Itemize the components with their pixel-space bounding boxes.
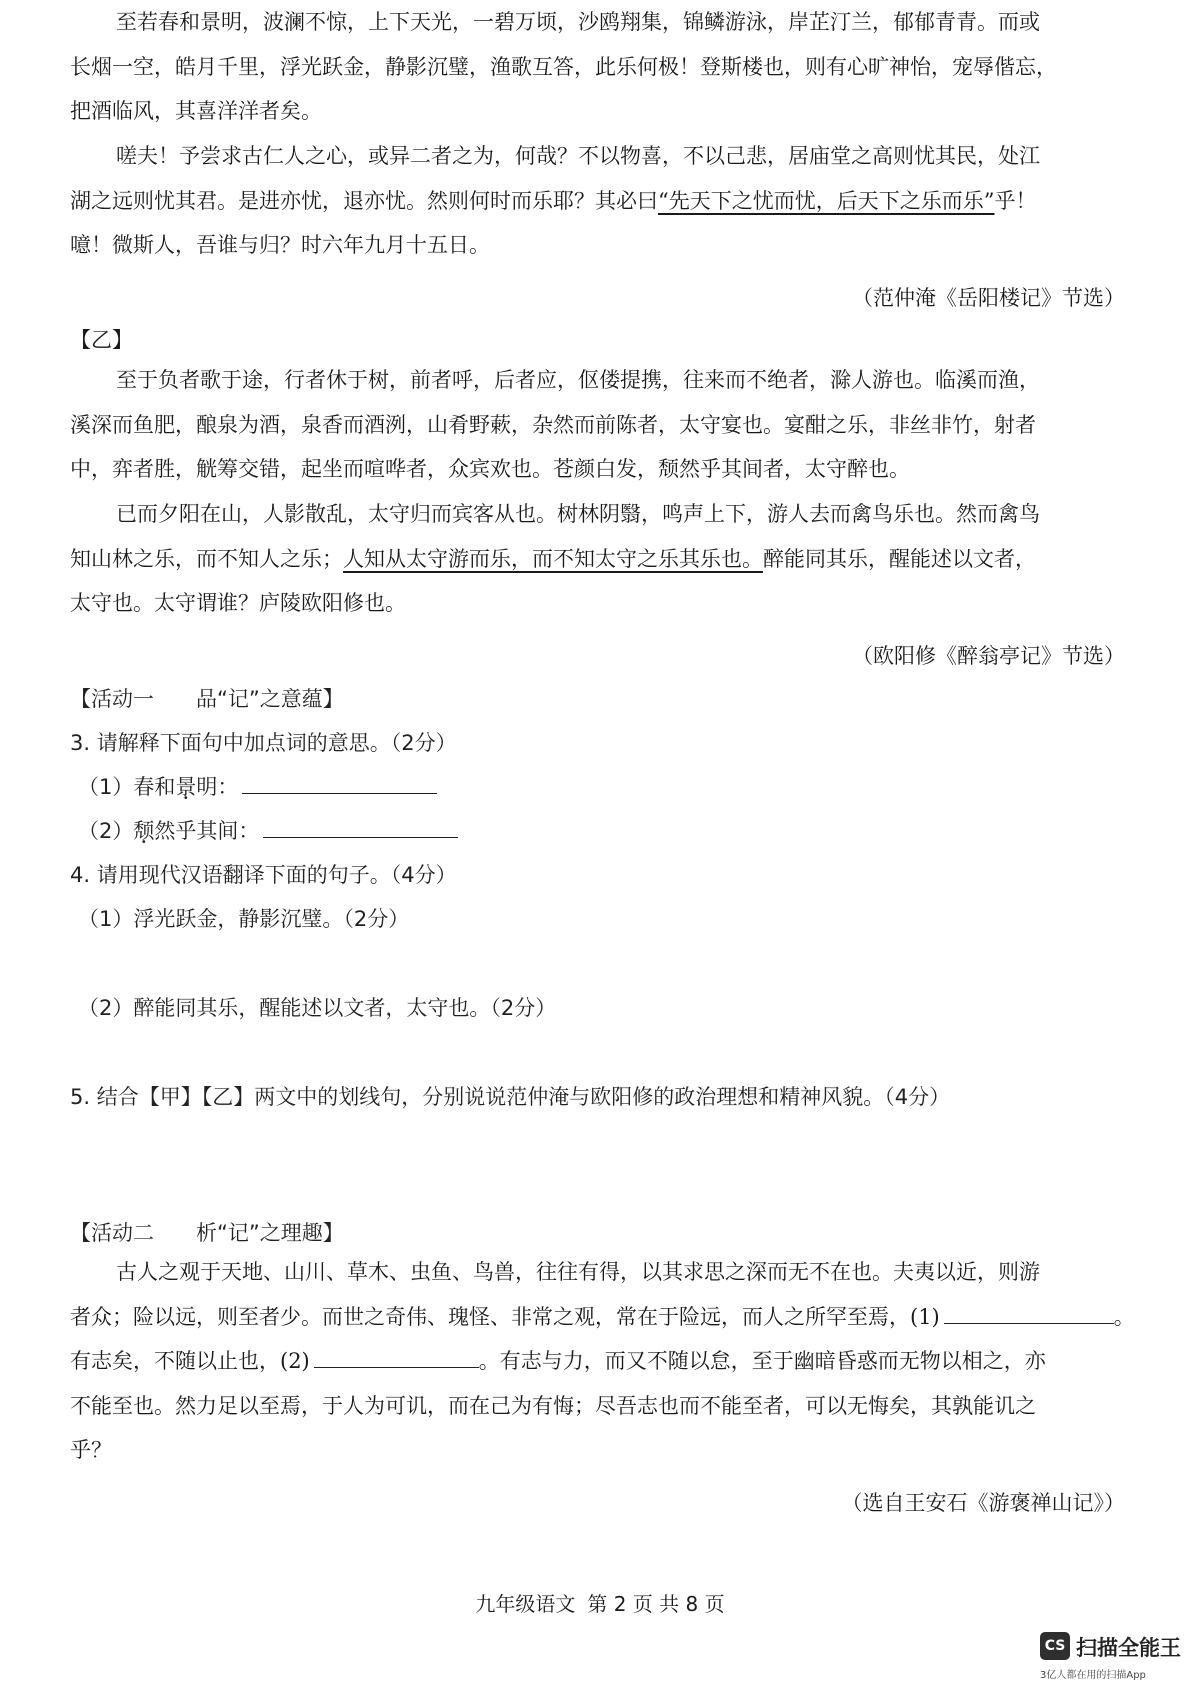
text-line: 太守也。太守谓谁？庐陵欧阳修也。 — [70, 591, 406, 615]
underlined-sentence-jia: “先天下之忧而忧，后天下之乐而乐” — [658, 188, 995, 213]
text-fragment: 者众；险以远，则至者少。而世之奇伟、瑰怪、非常之观，常在于险远，而人之所罕至焉，(1) — [70, 1304, 940, 1329]
text-line — [70, 1295, 1140, 1340]
text-line: 嗟夫！予尝求古仁人之心，或异二者之为，何哉？不以物喜，不以己悲，居庙堂之高则忧其民，处江 — [116, 144, 1040, 168]
text-line — [70, 537, 1140, 582]
watermark-name: 扫描全能王 — [1076, 1636, 1181, 1660]
question-4-1: （1）浮光跃金，静影沉璧。（2分） — [78, 907, 410, 931]
footer-page-number: 第 2 页 共 8 页 — [587, 1592, 725, 1616]
scanner-watermark — [1040, 1628, 1190, 1688]
question-5: 5. 结合【甲】【乙】两文中的划线句，分别说说范仲淹与欧阳修的政治理想和精神风貌。（4分） — [70, 1085, 951, 1109]
text-line: 乎？ — [70, 1438, 112, 1462]
watermark-tagline: 3亿人都在用的扫描App — [1040, 1670, 1146, 1681]
text-line: 长烟一空，皓月千里，浮光跃金，静影沉璧，渔歌互答，此乐何极！登斯楼也，则有心旷神怡，宠辱偕忘， — [70, 54, 1057, 79]
answer-blank-1[interactable] — [944, 1301, 1114, 1324]
answer-blank[interactable] — [242, 771, 437, 794]
jia-source: （范仲淹《岳阳楼记》节选） — [852, 286, 1125, 310]
text-line: 不能至也。然力足以至焉，于人为可讥，而在己为有悔；尽吾志也而不能至者，可以无悔矣，其孰能讥之 — [70, 1393, 1036, 1418]
yi-paragraph-1 — [70, 358, 1140, 492]
text-fragment: 湖之远则忧其君。是进亦忧，退亦忧。然则何时而乐耶？其必曰 — [70, 188, 658, 213]
text-fragment: 。有志与力，而又不随以怠，至于幽暗昏惑而无物以相之，亦 — [478, 1349, 1046, 1373]
text-line: 噫！微斯人，吾谁与归？时六年九月十五日。 — [70, 233, 490, 257]
question-4: 4. 请用现代汉语翻译下面的句子。（4分） — [70, 863, 457, 887]
text-line: 古人之观于天地、山川、草木、虫鱼、鸟兽，往往有得，以其求思之深而无不在也。夫夷以近，则游 — [116, 1260, 1040, 1284]
text-line: 溪深而鱼肥，酿泉为酒，泉香而酒洌，山肴野蔌，杂然而前陈者，太守宴也。宴酣之乐，非丝非竹，射者 — [70, 412, 1036, 437]
activity2-passage — [70, 1250, 1140, 1473]
text-fragment: 有志矣，不随以止也，(2) — [70, 1349, 310, 1373]
footer-subject: 九年级语文 — [475, 1592, 576, 1616]
text-line: 至于负者歌于途，行者休于树，前者呼，后者应，伛偻提携，往来而不绝者，滁人游也。临溪而渔， — [116, 368, 1040, 392]
question-text: 然乎其间： — [154, 819, 260, 843]
text-fragment: 知山林之乐，而不知人之乐； — [70, 546, 343, 571]
dotted-word: 颓 — [133, 819, 155, 843]
dotted-word: 景 — [175, 775, 197, 799]
text-line: 把酒临风，其喜洋洋者矣。 — [70, 99, 322, 123]
text-line — [70, 179, 1140, 224]
question-3-2 — [78, 815, 458, 845]
question-4-2: （2）醉能同其乐，醒能述以文者，太守也。（2分） — [78, 996, 557, 1020]
yi-label: 【乙】 — [70, 328, 133, 352]
text-line: 至若春和景明，波澜不惊，上下天光，一碧万顷，沙鸥翔集，锦鳞游泳，岸芷汀兰，郁郁青青。而或 — [116, 10, 1040, 34]
camscanner-logo-icon: CS — [1040, 1632, 1070, 1660]
text-line: 中，弈者胜，觥筹交错，起坐而喧哗者，众宾欢也。苍颜白发，颓然乎其间者，太守醉也。 — [70, 457, 910, 481]
question-3-1 — [78, 771, 437, 801]
text-fragment: 。 — [1113, 1304, 1135, 1329]
answer-blank-2[interactable] — [314, 1345, 479, 1368]
activity2-source: （选自王安石《游褒禅山记》） — [841, 1491, 1125, 1515]
question-3: 3. 请解释下面句中加点词的意思。（2分） — [70, 731, 457, 755]
question-text: （1）春和 — [78, 775, 176, 799]
yi-paragraph-2 — [70, 492, 1140, 626]
activity2-heading: 【活动二 析“记”之理趣】 — [70, 1221, 344, 1245]
text-fragment: 乎！ — [994, 188, 1037, 213]
page-footer — [0, 1588, 1200, 1617]
jia-paragraph-2 — [70, 134, 1140, 268]
jia-paragraph-1 — [70, 0, 1140, 134]
text-line — [70, 1339, 1140, 1384]
text-line: 已而夕阳在山，人影散乱，太守归而宾客从也。树林阴翳，鸣声上下，游人去而禽鸟乐也。然而禽鸟 — [116, 502, 1040, 526]
underlined-sentence-yi: 人知从太守游而乐，而不知太守之乐其乐也。 — [343, 546, 763, 571]
question-text: （2） — [78, 819, 134, 843]
activity1-heading: 【活动一 品“记”之意蕴】 — [70, 687, 344, 711]
text-fragment: 醉能同其乐，醒能述以文者， — [763, 546, 1036, 571]
answer-blank[interactable] — [263, 815, 458, 838]
question-text: 明： — [196, 775, 239, 799]
yi-source: （欧阳修《醉翁亭记》节选） — [852, 644, 1125, 668]
